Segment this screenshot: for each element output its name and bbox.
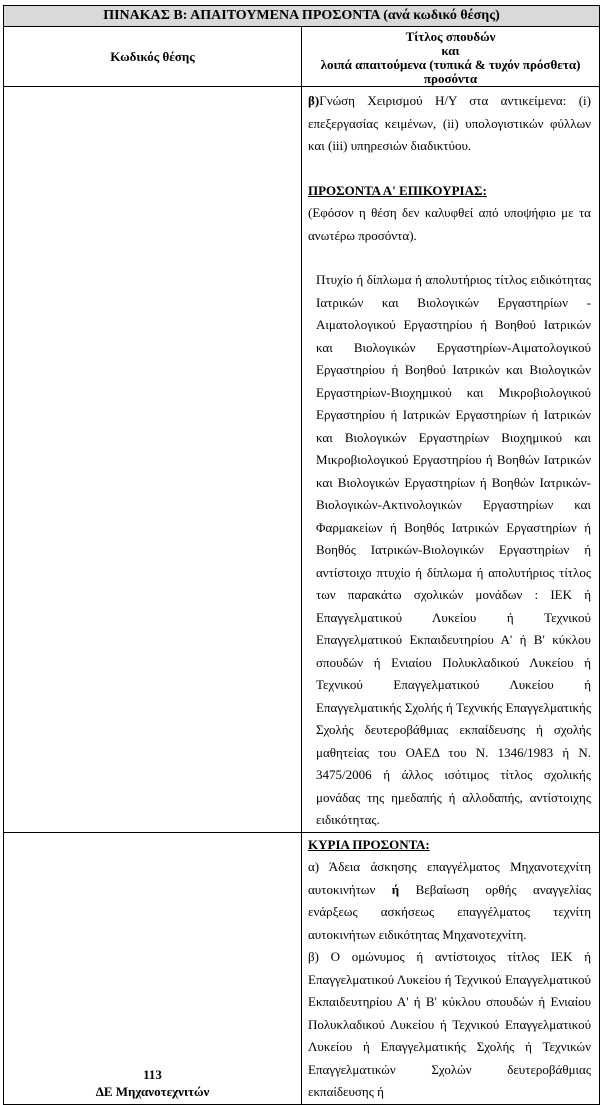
- qualifications-cell: [302, 87, 600, 833]
- computer-skills-paragraph: [308, 90, 591, 158]
- item-marker: β): [308, 93, 320, 108]
- position-code-number: 113: [143, 1066, 162, 1082]
- table-title: ΠΙΝΑΚΑΣ Β: ΑΠΑΙΤΟΥΜΕΝΑ ΠΡΟΣΟΝΤΑ (ανά κωδικό θέσης): [4, 6, 600, 27]
- auxiliary-note: (Εφόσον η θέση δεν καλυφθεί από υποψήφιο με τα ανωτέρω προσόντα).: [308, 205, 591, 243]
- license-paragraph: [308, 856, 591, 946]
- column-header-qualifications: [302, 27, 600, 87]
- spacer: [308, 247, 591, 269]
- license-text-end: Βεβαίωση ορθής αναγγελίας ενάρξεως ασκήσεως επαγγέλματος τεχνίτη αυτοκινήτων ειδικότητας Μηχανοτεχνίτη.: [308, 881, 591, 942]
- table-row: [4, 87, 600, 833]
- header-line-1: Τίτλος σπουδών: [405, 29, 496, 44]
- auxiliary-qualifications-text: Πτυχίο ή δίπλωμα ή απολυτήριος τίτλος ειδικότητας Ιατρικών και Βιολογικών Εργαστηρίων - Αιματολογικού Εργαστηρίου ή Βοηθού Ιατρικών και Βιολογικών Εργαστηρίων-Αιματολογικού Εργαστηρίου ή Βοηθού Ιατρικών και Βιολογικών Εργαστηρίων-Βιοχημικού και Μικροβιολογικού Εργαστηρίου ή Ιατρικών Εργαστηρίων ή Ιατρικών και Βιολογικών Εργαστηρίων Βιοχημικού και Μικροβιολογικού Εργαστηρίου ή Βοηθών Ιατρικών και Βιολογικών Εργαστηρίων ή Βοηθών Ιατρικών-Βιολογικών-Ακτινολογικών Εργαστηρίων και Φαρμακείων ή Βοηθός Ιατρικών Εργαστηρίων ή Βοηθός Ιατρικών-Βιολογικών Εργαστηρίων ή αντίστοιχο πτυχίο ή δίπλωμα ή απολυτήριος τίτλος των παρακάτω σχολικών μονάδων : ΙΕΚ ή Επαγγελματικού Λυκείου ή Τεχνικού Επαγγελματικού Εκπαιδευτηρίου Α' ή Β' κύκλου σπουδών ή Ενιαίου Πολυκλαδικού Λυκείου ή Τεχνικού Επαγγελματικού Λυκείου ή Επαγγελματικής Σχολής ή Τεχνικής Επαγγελματικής Σχολής δευτεροβάθμιας εκπαίδευσης ή σχολής μαθητείας του ΟΑΕΔ του Ν. 1346/1983 ή Ν. 3475/2006 ή άλλος ισότιμος τίτλος σχολικής μονάδας της ημεδαπής ή αλλοδαπής, αντίστοιχης ειδικότητας.: [316, 272, 591, 827]
- table-row: [4, 832, 600, 1104]
- qualifications-table: [3, 5, 600, 1105]
- position-code-title: ΔΕ Μηχανοτεχνιτών: [95, 1083, 210, 1099]
- position-code-cell: [4, 832, 302, 1104]
- computer-skills-text: Γνώση Χειρισμού Η/Υ στα αντικείμενα: (i) επεξεργασίας κειμένων, (ii) υπολογιστικών φύλλων και (iii) υπηρεσιών διαδικτύου.: [308, 93, 591, 153]
- license-text-start: α) Άδεια άσκησης επαγγέλματος Μηχανοτεχνίτη αυτοκινήτων: [308, 859, 591, 897]
- spacer: [308, 158, 591, 180]
- main-qualifications-cell: [302, 832, 600, 1104]
- header-line-2: και: [441, 43, 460, 58]
- main-qualifications-heading: ΚΥΡΙΑ ΠΡΟΣΟΝΤΑ:: [308, 836, 430, 852]
- header-line-3: λοιπά απαιτούμενα (τυπικά & τυχόν πρόσθετα) προσόντα: [320, 57, 581, 86]
- position-code-cell-empty: [4, 87, 302, 833]
- degree-paragraph: β) Ο ομώνυμος ή αντίστοιχος τίτλος ΙΕΚ ή Επαγγελματικού Λυκείου ή Τεχνικού Επαγγελματικού Εκπαιδευτηρίου Α' ή Β' κύκλου σπουδών ή Ενιαίου Πολυκλαδικού Λυκείου ή Τεχνικού Επαγγελματικού Λυκείου ή Επαγγελματικής Σχολής ή Τεχνικών Επαγγελματικών Σχολών δευτεροβάθμιας εκπαίδευσης ή: [308, 949, 591, 1099]
- auxiliary-heading: ΠΡΟΣΟΝΤΑ Α' ΕΠΙΚΟΥΡΙΑΣ:: [308, 182, 487, 198]
- column-header-position-code: Κωδικός θέσης: [4, 27, 302, 87]
- license-or: ή: [391, 881, 400, 897]
